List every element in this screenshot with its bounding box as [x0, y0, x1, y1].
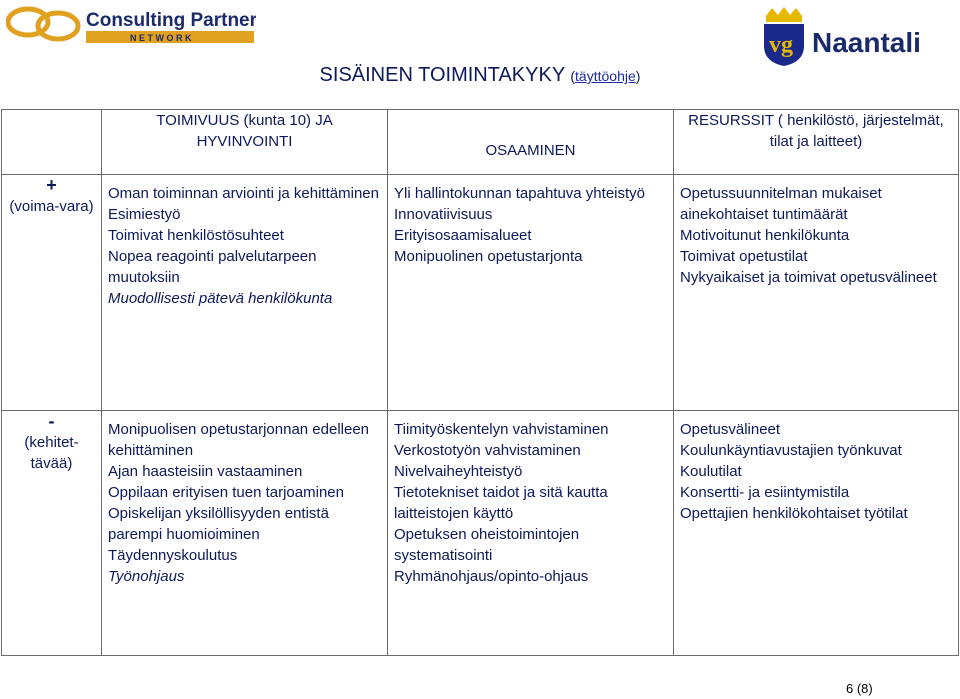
consulting-partners-logo — [6, 4, 256, 46]
title-link-close: ) — [635, 68, 641, 84]
list-item: Koulunkäyntiavustajien työnkuvat — [680, 442, 902, 459]
header-row — [2, 110, 959, 175]
list-item: Oppilaan erityisen tuen tarjoaminen — [108, 484, 344, 501]
list-item: Opetusvälineet — [680, 421, 781, 438]
cell-strengths-resurssit — [674, 175, 959, 411]
instructions-link[interactable]: täyttöohje — [575, 68, 636, 84]
page-title-text: SISÄINEN TOIMINTAKYKY — [319, 64, 565, 86]
row-sign-plus: + — [46, 175, 57, 195]
list-item: Työnohjaus — [108, 568, 185, 585]
row-label-improvements — [2, 411, 102, 656]
list-item: Ryhmänohjaus/opinto-ohjaus — [394, 568, 589, 585]
cell-improvements-toimivuus — [102, 411, 388, 656]
naantali-logo — [760, 6, 956, 68]
row-label-text: (voima-vara) — [9, 198, 94, 215]
list-item: Nykyaikaiset ja toimivat opetusvälineet — [680, 269, 937, 286]
page-title — [0, 64, 960, 87]
row-sign-minus: - — [48, 411, 55, 431]
header-osaaminen: OSAAMINEN — [388, 110, 674, 175]
strengths-row — [2, 175, 959, 411]
page-number: 6 (8) — [846, 681, 873, 696]
cell-improvements-resurssit — [674, 411, 959, 656]
list-item: Muodollisesti pätevä henkilökunta — [108, 290, 333, 307]
cell-improvements-osaaminen — [388, 411, 674, 656]
list-item: Innovatiivisuus — [394, 206, 493, 223]
list-item: Oman toiminnan arviointi ja kehittäminen — [108, 185, 379, 202]
logo-left-text: Consulting Partners — [86, 10, 256, 31]
cell-strengths-toimivuus — [102, 175, 388, 411]
cell-strengths-osaaminen — [388, 175, 674, 411]
list-item: Esimiestyö — [108, 206, 181, 223]
row-label-text: (kehitet-tävää) — [24, 434, 79, 472]
title-link-open: ( — [570, 68, 576, 84]
list-item: Toimivat opetustilat — [680, 248, 808, 265]
list-item: Konsertti- ja esiintymistila — [680, 484, 850, 501]
logo-right-emblem: vg — [769, 32, 793, 58]
list-item: Opetussuunnitelman mukaiset ainekohtaiset tuntimäärät — [680, 185, 882, 223]
naantali-crest-icon — [760, 6, 956, 68]
list-item: Monipuolinen opetustarjonta — [394, 248, 583, 265]
header-resurssit: RESURSSIT ( henkilöstö, järjestelmät, tilat ja laitteet) — [674, 110, 959, 175]
list-item: Opettajien henkilökohtaiset työtilat — [680, 505, 908, 522]
list-item: Tietotekniset taidot ja sitä kautta laitteistojen käyttö — [394, 484, 608, 522]
header-toimivuus: TOIMIVUUS (kunta 10) JA HYVINVOINTI — [102, 110, 388, 175]
row-label-strengths — [2, 175, 102, 411]
list-item: Toimivat henkilöstösuhteet — [108, 227, 284, 244]
list-item: Täydennyskoulutus — [108, 547, 238, 564]
list-item: Opiskelijan yksilöllisyyden entistä parempi huomioiminen — [108, 505, 329, 543]
list-item: Erityisosaamisalueet — [394, 227, 532, 244]
list-item: Nopea reagointi palvelutarpeen muutoksiin — [108, 248, 317, 286]
logo-left-subtext: N E T W O R K — [130, 33, 192, 43]
list-item: Ajan haasteisiin vastaaminen — [108, 463, 303, 480]
analysis-table — [1, 109, 959, 656]
consulting-partners-logo-icon — [6, 4, 256, 46]
list-item: Opetuksen oheistoimintojen systematisointi — [394, 526, 580, 564]
list-item: Verkostotyön vahvistaminen — [394, 442, 581, 459]
list-item: Motivoitunut henkilökunta — [680, 227, 850, 244]
list-item: Monipuolisen opetustarjonnan edelleen kehittäminen — [108, 421, 370, 459]
header-empty — [2, 110, 102, 175]
logo-right-text: Naantali — [812, 27, 921, 58]
list-item: Nivelvaiheyhteistyö — [394, 463, 523, 480]
list-item: Tiimityöskentelyn vahvistaminen — [394, 421, 609, 438]
list-item: Yli hallintokunnan tapahtuva yhteistyö — [394, 185, 646, 202]
list-item: Koulutilat — [680, 463, 742, 480]
improvements-row — [2, 411, 959, 656]
